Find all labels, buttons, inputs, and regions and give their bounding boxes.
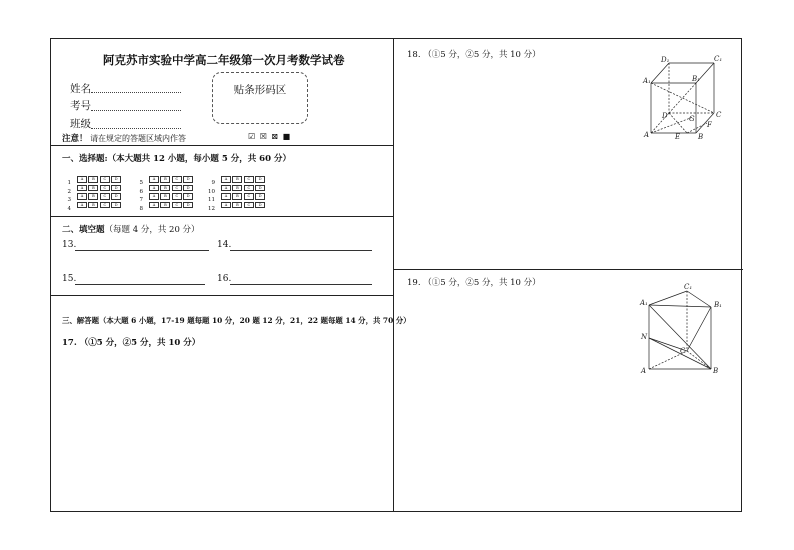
q14-label: 14. xyxy=(217,240,232,250)
section1-heading xyxy=(62,152,291,164)
q15-answer-line[interactable] xyxy=(75,284,205,285)
choice-bubble[interactable]: C xyxy=(100,185,110,192)
label-B: B xyxy=(713,367,719,375)
choice-bubble[interactable]: D xyxy=(111,202,121,209)
choice-question-number: 7 xyxy=(139,197,143,203)
choice-bubble[interactable]: C xyxy=(172,193,182,200)
q18-cube-figure xyxy=(641,55,736,140)
choice-bubble[interactable]: A xyxy=(77,185,87,192)
label-B1: B₁ xyxy=(714,301,722,309)
choice-bubble[interactable]: D xyxy=(255,193,265,200)
choice-bubble[interactable]: C xyxy=(172,176,182,183)
choice-bubble[interactable]: C xyxy=(172,202,182,209)
choice-bubble[interactable]: B xyxy=(160,176,170,183)
notice-text: 请在规定的答题区域内作答 xyxy=(90,134,187,143)
q15-label: 15. xyxy=(62,274,77,284)
choice-bubble[interactable]: B xyxy=(160,185,170,192)
choice-bubble[interactable]: B xyxy=(88,176,98,183)
choice-bubble[interactable]: D xyxy=(183,176,193,183)
label-A1: A₁ xyxy=(643,77,651,85)
choice-question-number: 1 xyxy=(67,180,71,186)
class-label: 班级 xyxy=(70,118,91,130)
label-A1: A₁ xyxy=(640,299,648,307)
choice-bubble[interactable]: D xyxy=(255,202,265,209)
choice-bubble[interactable]: C xyxy=(244,176,254,183)
choice-bubble[interactable]: D xyxy=(111,193,121,200)
label-D1: D₁ xyxy=(661,56,670,64)
choice-question-number: 6 xyxy=(139,188,143,195)
fill-example-icons: ☑ ☒ ⊠ ■ xyxy=(248,132,292,141)
choice-bubble[interactable]: C xyxy=(244,202,254,209)
q19-prism-figure xyxy=(639,283,734,378)
q19-label: 19. （①5 分，②5 分，共 10 分） xyxy=(407,278,541,288)
choice-bubble[interactable]: C xyxy=(244,193,254,200)
choice-bubble[interactable]: C xyxy=(100,193,110,200)
choice-bubble[interactable]: B xyxy=(88,185,98,192)
section3-heading xyxy=(62,315,411,326)
label-B: B xyxy=(698,133,704,140)
exam-title: 阿克苏市实验中学高二年级第一次月考数学试卷 xyxy=(103,53,345,67)
choice-bubble[interactable]: C xyxy=(100,202,110,209)
choice-question-number: 12 xyxy=(208,205,215,212)
q14-answer-line[interactable] xyxy=(230,250,372,251)
q13-answer-line[interactable] xyxy=(75,250,209,251)
choice-row xyxy=(135,195,195,214)
q16-label: 16. xyxy=(217,274,232,284)
q17-label: 17. （①5 分，②5 分，共 10 分） xyxy=(62,338,201,348)
choice-bubble[interactable]: B xyxy=(160,193,170,200)
choice-bubble[interactable]: A xyxy=(77,202,87,209)
choice-bubble[interactable]: A xyxy=(77,193,87,200)
label-C1: C₁ xyxy=(714,55,723,63)
label-C1: C₁ xyxy=(684,283,693,291)
choice-bubble[interactable]: C xyxy=(172,185,182,192)
choice-bubble[interactable]: A xyxy=(221,193,231,200)
label-C: C xyxy=(716,111,722,119)
divider-s1 xyxy=(51,216,393,217)
label-B1: B₁ xyxy=(692,75,700,83)
choice-bubble[interactable]: B xyxy=(232,193,242,200)
choice-question-number: 3 xyxy=(67,197,71,203)
section3-title: 三、解答题 xyxy=(62,316,99,325)
divider-header xyxy=(51,145,393,146)
choice-bubble[interactable]: C xyxy=(100,176,110,183)
choice-bubble[interactable]: B xyxy=(232,202,242,209)
label-N: N xyxy=(641,333,648,341)
q18-label: 18. （①5 分，②5 分，共 10 分） xyxy=(407,50,541,60)
choice-bubble[interactable]: A xyxy=(149,202,159,209)
choice-bubble[interactable]: B xyxy=(88,193,98,200)
choice-bubble[interactable]: D xyxy=(183,202,193,209)
label-A: A xyxy=(641,367,647,375)
choice-bubble[interactable]: B xyxy=(88,202,98,209)
choice-bubble[interactable]: A xyxy=(221,176,231,183)
choice-bubble[interactable]: A xyxy=(77,176,87,183)
choice-question-number: 9 xyxy=(211,180,215,186)
choice-bubble[interactable]: A xyxy=(149,176,159,183)
choice-bubble[interactable]: B xyxy=(232,185,242,192)
choice-bubble[interactable]: A xyxy=(221,202,231,209)
choice-row xyxy=(207,195,267,214)
q16-answer-line[interactable] xyxy=(230,284,372,285)
section1-detail: （本大题共 12 小题，每小题 5 分，共 60 分） xyxy=(107,154,291,164)
label-G: G xyxy=(689,115,695,123)
choice-bubble[interactable]: D xyxy=(183,185,193,192)
choice-bubble[interactable]: A xyxy=(221,185,231,192)
notice-prefix: 注意！ xyxy=(62,134,88,144)
choice-bubble[interactable]: D xyxy=(111,185,121,192)
choice-bubble[interactable]: A xyxy=(149,185,159,192)
barcode-area: 贴条形码区 xyxy=(212,72,308,124)
choice-question-number: 5 xyxy=(139,180,143,186)
label-E: E xyxy=(675,133,681,140)
answer-sheet xyxy=(50,38,742,512)
label-A: A xyxy=(644,131,650,139)
exam-no-label: 考号 xyxy=(70,100,91,112)
exam-no-field[interactable] xyxy=(91,110,181,111)
choice-bubble[interactable]: C xyxy=(244,185,254,192)
choice-bubble[interactable]: B xyxy=(160,202,170,209)
label-F: F xyxy=(707,121,712,129)
choice-bubble[interactable]: D xyxy=(255,185,265,192)
name-field[interactable] xyxy=(91,92,181,93)
q13-label: 13. xyxy=(62,240,77,250)
section1-title: 一、选择题: xyxy=(62,154,108,164)
choice-bubble[interactable]: A xyxy=(149,193,159,200)
notice xyxy=(62,132,186,144)
choice-bubble[interactable]: D xyxy=(183,193,193,200)
divider-s2 xyxy=(51,295,393,296)
section2-title: 二、填空题 xyxy=(62,225,105,235)
label-D: D xyxy=(662,112,668,120)
section2-heading xyxy=(62,223,200,235)
choice-bubble[interactable]: D xyxy=(255,176,265,183)
choice-row xyxy=(63,195,123,214)
class-field[interactable] xyxy=(91,128,181,129)
choice-bubble[interactable]: D xyxy=(111,176,121,183)
choice-bubble[interactable]: B xyxy=(232,176,242,183)
choice-question-number: 2 xyxy=(67,188,71,195)
section3-detail: （本大题 6 小题，17-19 题每题 10 分，20 题 12 分，21，22 题每题 14 分，共 70 分） xyxy=(98,316,411,325)
choice-question-number: 8 xyxy=(139,205,143,212)
section2-detail: （每题 4 分，共 20 分） xyxy=(104,225,200,235)
choice-question-number: 11 xyxy=(208,197,215,203)
choice-question-number: 10 xyxy=(208,188,215,195)
column-divider xyxy=(393,39,394,511)
name-label: 姓名 xyxy=(70,83,91,95)
divider-q18 xyxy=(393,269,743,270)
label-C: C xyxy=(680,347,686,355)
choice-question-number: 4 xyxy=(67,205,71,212)
